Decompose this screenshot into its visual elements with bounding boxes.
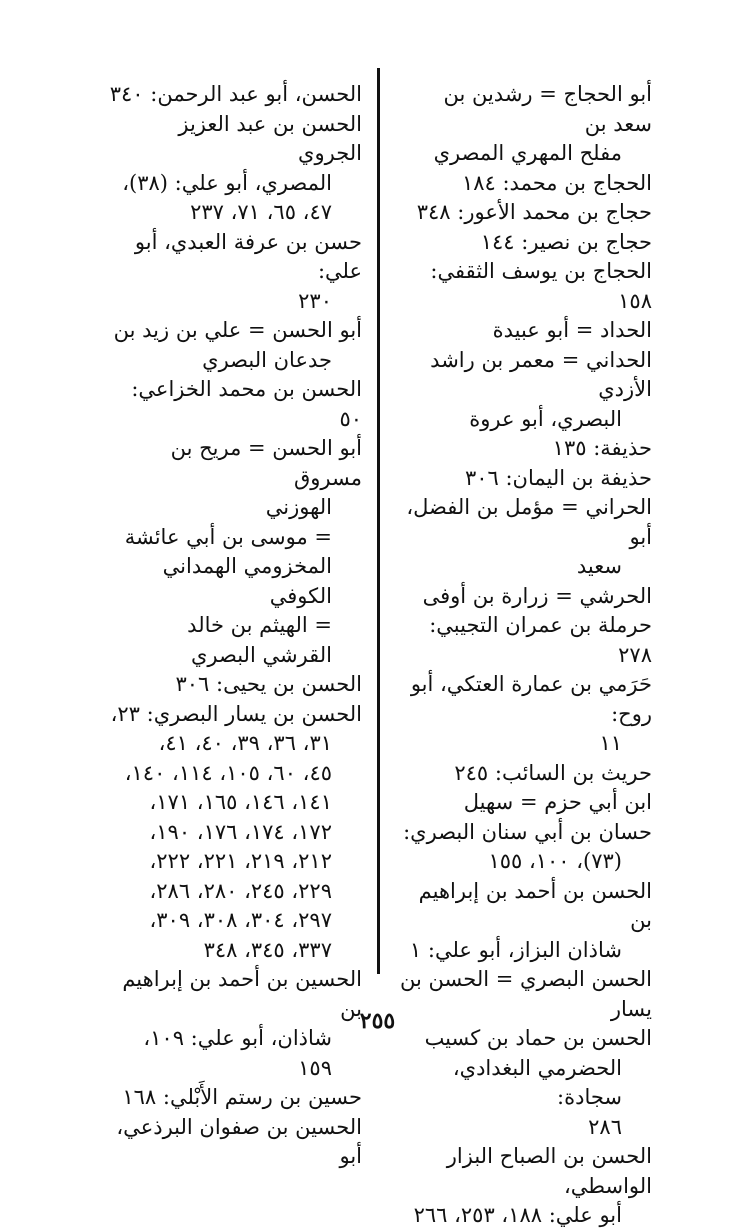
index-entry bbox=[400, 169, 652, 199]
index-entry bbox=[108, 110, 362, 228]
index-entry-continuation: المصري، أبو علي: (٣٨)، bbox=[122, 170, 332, 195]
index-entry bbox=[400, 1142, 652, 1231]
index-entry-continuation: ٤٥، ٦٠، ١٠٥، ١١٤، ١٤٠، bbox=[124, 760, 332, 785]
index-entry bbox=[108, 670, 362, 700]
index-entry-heading: الحجاج بن محمد: ١٨٤ bbox=[461, 170, 652, 195]
index-entry-heading: الحداني = معمر بن راشد الأزدي bbox=[430, 347, 652, 401]
index-entry-continuation: ٢٨٦ bbox=[588, 1114, 622, 1139]
index-entry-continuation: ٣٣٧، ٣٤٥، ٣٤٨ bbox=[203, 937, 332, 962]
index-entry-continuation: الحضرمي البغدادي، سجادة: bbox=[452, 1055, 622, 1109]
index-entry-heading: أبو الحجاج = رشدين بن سعد بن bbox=[443, 82, 652, 136]
index-entry bbox=[400, 434, 652, 464]
index-entry-continuation: ٢١٢، ٢١٩، ٢٢١، ٢٢٢، bbox=[149, 849, 332, 873]
index-entry-heading: حسين بن رستم الأَبْلي: ١٦٨ bbox=[122, 1085, 362, 1109]
index-entry-continuation: ٢٢٩، ٢٤٥، ٢٨٠، ٢٨٦، bbox=[149, 878, 332, 903]
index-entry-continuation: أبو علي: ١٨٨، ٢٥٣، ٢٦٦ bbox=[413, 1203, 622, 1227]
index-entry-continuation: ٢٣٠ bbox=[298, 288, 332, 313]
index-entry-continuation: ١٤١، ١٤٦، ١٦٥، ١٧١، bbox=[149, 790, 332, 814]
index-entry-heading: حجاج بن محمد الأعور: ٣٤٨ bbox=[416, 200, 652, 224]
index-entry-heading: حَرَمي بن عمارة العتكي، أبو روح: bbox=[410, 672, 652, 726]
index-entry-continuation: البصري، أبو عروة bbox=[469, 406, 622, 431]
index-entry-heading: حرملة بن عمران التجيبي: ٢٧٨ bbox=[429, 613, 652, 667]
index-entry-heading: حريث بن السائب: ٢٤٥ bbox=[454, 760, 652, 785]
index-entry-heading: أبو الحسن = علي بن زيد بن bbox=[113, 318, 362, 342]
index-entry bbox=[400, 228, 652, 258]
index-entry bbox=[400, 759, 652, 789]
index-entry-heading: الحرشي = زرارة بن أوفى bbox=[422, 583, 652, 608]
index-entry-heading: الحسن البصري = الحسن بن يسار bbox=[400, 967, 652, 1021]
index-entry-heading: أبو الحسن = مريح بن مسروق bbox=[170, 436, 362, 490]
index-entry-heading: الحسن بن أحمد بن إبراهيم بن bbox=[418, 878, 652, 932]
index-entry bbox=[108, 434, 362, 670]
index-entry-heading: الحسن بن عبد العزيز الجروي bbox=[178, 111, 362, 165]
index-entry bbox=[108, 1113, 362, 1172]
index-entry bbox=[400, 493, 652, 582]
index-entry bbox=[108, 700, 362, 966]
index-entry-heading: الحسن بن الصباح البزار الواسطي، bbox=[446, 1144, 652, 1198]
index-entry-continuation: الهوزني bbox=[265, 495, 332, 519]
index-entry-continuation: = موسى بن أبي عائشة bbox=[124, 524, 332, 549]
index-entry bbox=[400, 788, 652, 818]
index-entry-heading: حجاج بن نصير: ١٤٤ bbox=[480, 229, 652, 254]
index-entry-continuation: ١١ bbox=[599, 731, 622, 755]
index-entry bbox=[400, 346, 652, 435]
index-entry-heading: الحسن بن يحيى: ٣٠٦ bbox=[175, 672, 362, 696]
index-entry-continuation: القرشي البصري bbox=[190, 642, 332, 667]
index-column-right bbox=[400, 80, 652, 1231]
index-entry-heading: ابن أبي حزم = سهيل bbox=[463, 790, 652, 814]
page-number: ٢٥٥ bbox=[359, 1008, 396, 1034]
index-entry-continuation: مفلح المهري المصري bbox=[433, 141, 622, 165]
index-entry-heading: الحسين بن أحمد بن إبراهيم بن bbox=[122, 967, 362, 1021]
index-entry-continuation: جدعان البصري bbox=[202, 347, 332, 372]
index-entry bbox=[400, 1024, 652, 1142]
index-entry bbox=[400, 611, 652, 670]
index-entry bbox=[400, 818, 652, 877]
index-entry bbox=[400, 670, 652, 759]
index-entry bbox=[400, 582, 652, 612]
column-divider bbox=[377, 68, 380, 974]
index-entry-heading: الحسن بن يسار البصري: ٢٣، bbox=[110, 701, 362, 726]
index-entry-heading: حسن بن عرفة العبدي، أبو علي: bbox=[134, 229, 362, 283]
index-entry-continuation: شاذان، أبو علي: ١٠٩، ١٥٩ bbox=[143, 1026, 332, 1080]
index-entry bbox=[108, 375, 362, 434]
index-entry-heading: الحسن بن محمد الخزاعي: ٥٠ bbox=[131, 377, 362, 431]
index-entry bbox=[400, 316, 652, 346]
index-entry bbox=[108, 80, 362, 110]
index-entry bbox=[108, 316, 362, 375]
index-entry bbox=[400, 80, 652, 169]
index-entry-continuation: ٤٧، ٦٥، ٧١، ٢٣٧ bbox=[190, 200, 332, 224]
index-entry-continuation: ٣١، ٣٦، ٣٩، ٤٠، ٤١، bbox=[158, 731, 332, 755]
index-entry-continuation: سعيد bbox=[576, 554, 622, 578]
index-entry-heading: الحسين بن صفوان البرذعي، أبو bbox=[116, 1114, 362, 1168]
index-entry-heading: الحسن بن حماد بن كسيب bbox=[424, 1026, 652, 1050]
index-entry-continuation: ٢٩٧، ٣٠٤، ٣٠٨، ٣٠٩، bbox=[149, 908, 332, 932]
index-entry-continuation: = الهيثم بن خالد bbox=[187, 613, 332, 637]
index-entry-heading: الحسن، أبو عبد الرحمن: ٣٤٠ bbox=[109, 82, 362, 106]
index-entry bbox=[400, 464, 652, 494]
index-entry-heading: الحداد = أبو عبيدة bbox=[492, 318, 652, 342]
index-entry-continuation: شاذان البزاز، أبو علي: ١ bbox=[409, 937, 622, 962]
index-entry-continuation: ١٧٢، ١٧٤، ١٧٦، ١٩٠، bbox=[149, 819, 332, 844]
index-entry-continuation: (٧٣)، ١٠٠، ١٥٥ bbox=[488, 849, 622, 873]
index-entry bbox=[108, 228, 362, 317]
index-entry-heading: حذيفة: ١٣٥ bbox=[552, 436, 652, 460]
index-entry bbox=[400, 198, 652, 228]
index-entry-heading: حسان بن أبي سنان البصري: bbox=[403, 819, 652, 844]
index-entry bbox=[400, 257, 652, 316]
index-entry-continuation: المخزومي الهمداني الكوفي bbox=[162, 554, 332, 608]
index-entry-heading: الحراني = مؤمل بن الفضل، أبو bbox=[406, 495, 652, 549]
index-entry bbox=[400, 877, 652, 966]
index-entry-heading: حذيفة بن اليمان: ٣٠٦ bbox=[464, 465, 652, 490]
index-entry-heading: الحجاج بن يوسف الثقفي: ١٥٨ bbox=[430, 259, 652, 313]
index-entry bbox=[108, 1083, 362, 1113]
